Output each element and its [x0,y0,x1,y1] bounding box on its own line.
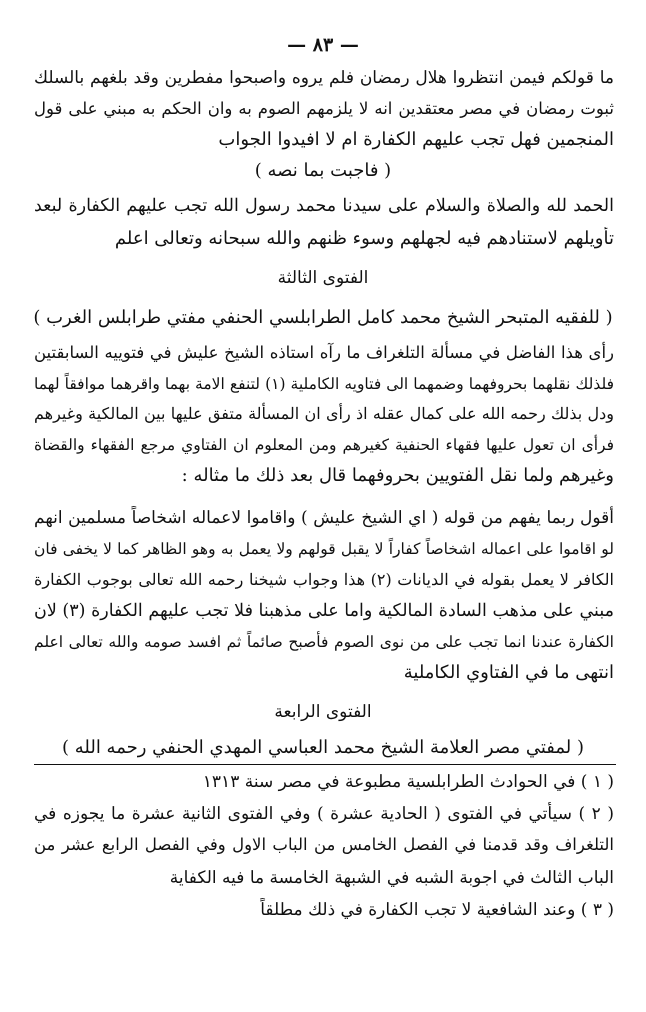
fatwa3-line: ودل بذلك رحمه الله على كمال عقله اذ رأى ان المسألة متفق عليها بين المالكية وغيرهم [34,404,614,423]
answer-intro: ( فاجبت بما نصه ) [254,160,392,181]
fatwa3-line: وغيرهم ولما نقل الفتويين بحروفهما قال بعد ذلك ما مثاله : [181,465,614,486]
footnote-continuation: الباب الثالث في اجوبة الشبه في الشبهة الخامسة ما فيه الكفاية [169,868,614,888]
fatwa4-attribution: ( لمفتي مصر العلامة الشيخ محمد العباسي المهدي الحنفي رحمه الله ) [61,737,585,758]
body-line: ما قولكم فيمن انتظروا هلال رمضان فلم يروه واصبحوا مفطرين وقد بلغهم بالسلك [34,68,614,88]
fatwa4-heading: الفتوى الرابعة [274,702,372,722]
fatwa3-line: فلذلك نقلهما بحروفهما وضمهما الى فتاويه الكاملية (١) لتنفع الامة بهما واقرهما موافقاً لهما [34,375,614,393]
fatwa3-line: رأى هذا الفاضل في مسألة التلغراف ما رآه استاذه الشيخ عليش في فتوييه السابقتين [34,343,614,362]
footnote: ( ٣ ) وعند الشافعية لا تجب الكفارة في ذلك مطلقاً [260,900,614,920]
fatwa3-line: الكافر لا يعمل بقوله في الديانات (٢) هذا وجواب شيخنا رحمه الله تعالى بوجوب الكفارة [34,570,614,589]
fatwa3-line: فرأى ان تعول عليها فقهاء الحنفية كغيرهم ومن المعلوم ان الفتاوي مرجع الفقهاء والقضاة [34,436,614,454]
body-line: الحمد لله والصلاة والسلام على سيدنا محمد رسول الله تجب عليهم الكفارة لبعد [34,196,614,216]
fatwa3-line: انتهى ما في الفتاوي الكاملية [403,662,614,683]
body-line: المنجمين فهل تجب عليهم الكفارة ام لا افيدوا الجواب [218,129,614,150]
fatwa3-heading: الفتوى الثالثة [277,268,369,288]
fatwa3-line: لو اقاموا على اعماله اشخاصاً كفاراً لا يقبل قولهم ولا يعمل به وهو الظاهر كما لا يخفى فان [34,540,614,558]
footnote: ( ١ ) في الحوادث الطرابلسية مطبوعة في مصر سنة ١٣١٣ [202,772,614,792]
footnote-continuation: التلغراف وقد قدمنا في الفصل الخامس من الباب الاول وفي الفصل الرابع عشر من [34,835,614,854]
footnote-divider [34,764,616,765]
body-line: ثبوت رمضان في مصر معتقدين انه لا يلزمهم الصوم به وان الحكم به مبني على قول [34,99,614,118]
fatwa3-line: أقول ربما يفهم من قوله ( اي الشيخ عليش ) واقاموا لاعماله اشخاصاً مسلمين انهم [34,508,614,528]
page-number: — ٨٣ — [287,34,359,56]
footnote: ( ٢ ) سيأتي في الفتوى ( الحادية عشرة ) وفي الفتوى الثانية عشرة ما يجوزه في [34,804,614,824]
fatwa3-line: الكفارة عندنا انما تجب على من نوى الصوم فأصبح صائماً ثم افسد صومه والله تعالى اعلم [34,633,614,651]
fatwa3-line: مبني على مذهب السادة المالكية واما على مذهبنا فلا تجب عليهم الكفارة (٣) لان [34,601,614,621]
fatwa3-attribution: ( للفقيه المتبحر الشيخ محمد كامل الطرابلسي الحنفي مفتي طرابلس الغرب ) [33,307,613,328]
body-line: تأويلهم لاستنادهم فيه لجهلهم وسوء ظنهم والله سبحانه وتعالى اعلم [114,228,614,249]
